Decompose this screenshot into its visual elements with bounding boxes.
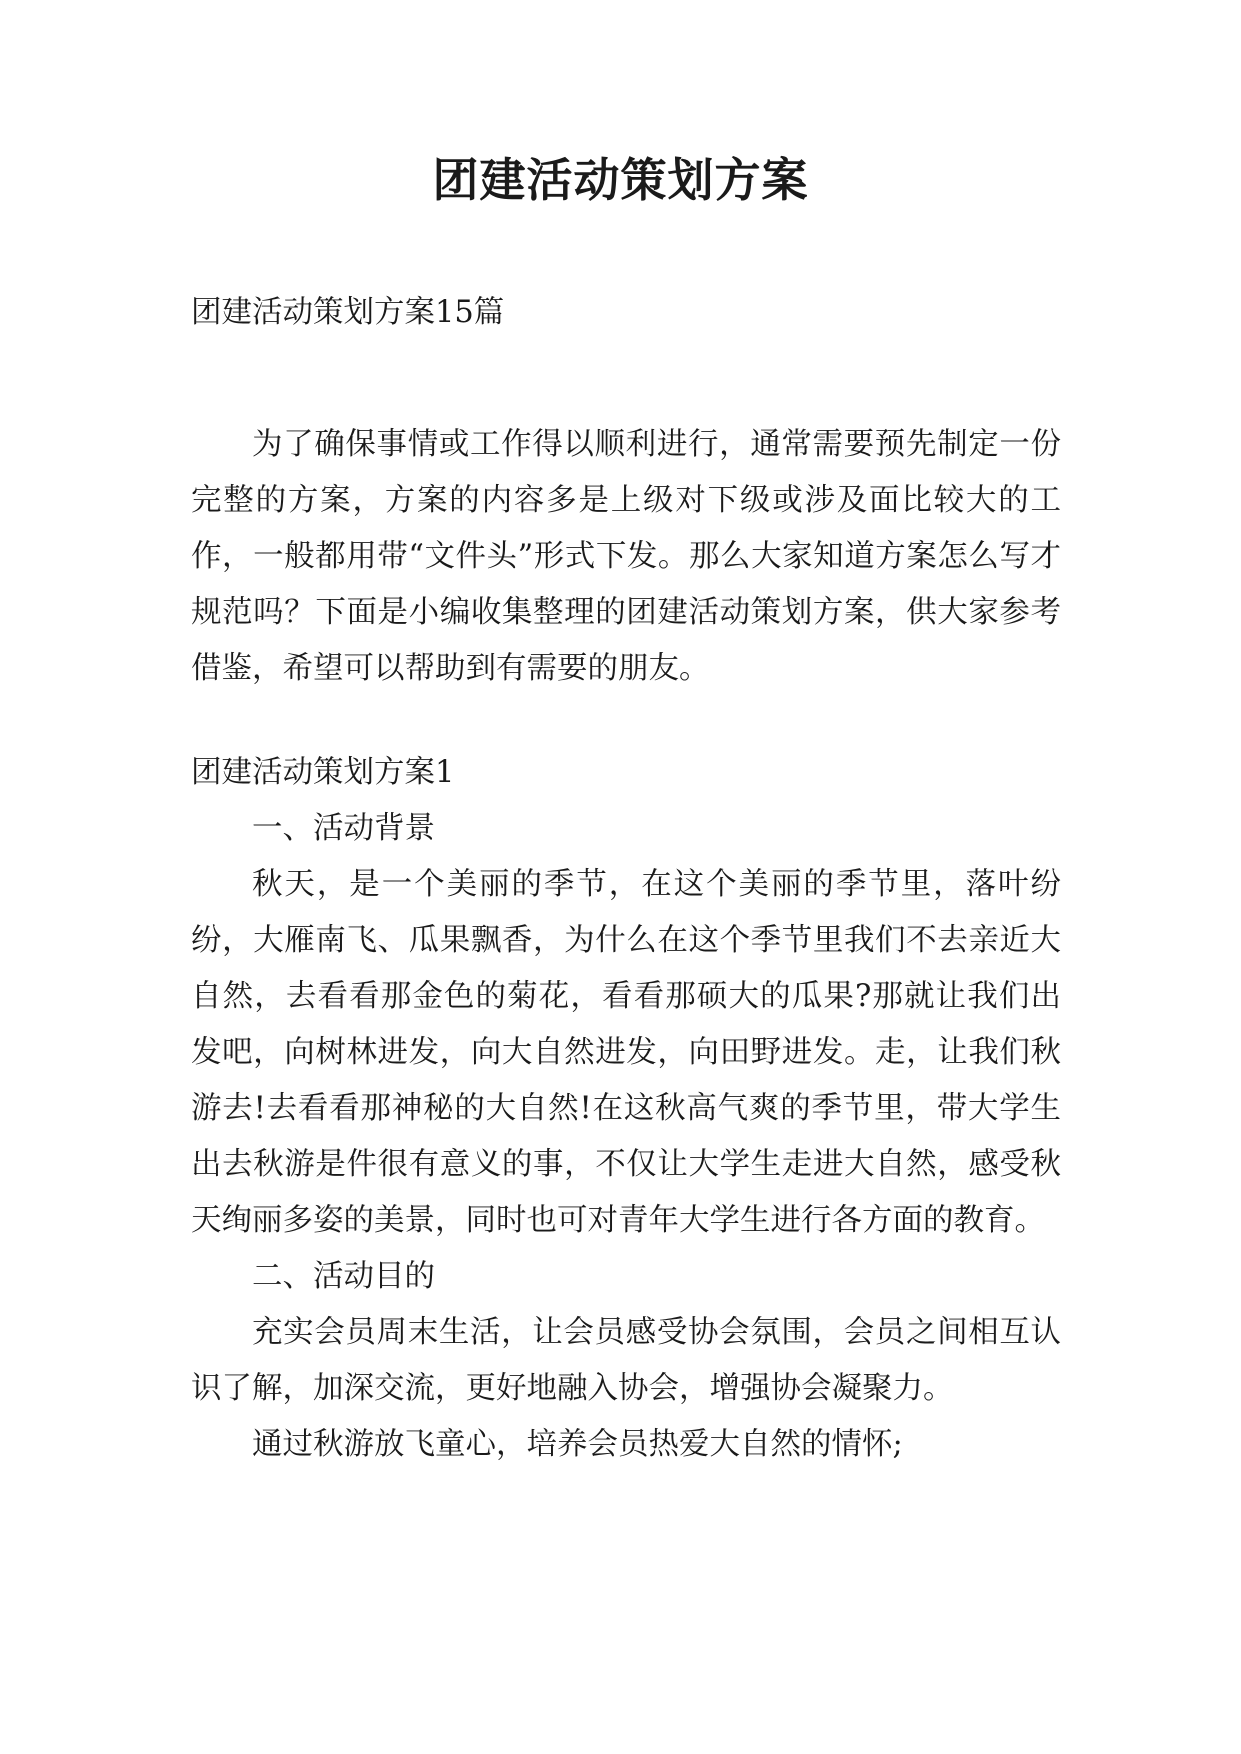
background-heading: 一、活动背景 [252, 811, 435, 846]
purpose-heading: 二、活动目的 [252, 1259, 435, 1294]
document-title: 团建活动策划方案 [432, 153, 809, 207]
purpose-paragraph-2: 通过秋游放飞童心，培养会员热爱大自然的情怀; [252, 1427, 903, 1462]
document-body [191, 285, 1061, 1473]
section-title: 团建活动策划方案1 [191, 755, 455, 790]
document-subtitle: 团建活动策划方案15篇 [191, 295, 505, 330]
background-paragraph: 秋天，是一个美丽的季节，在这个美丽的季节里，落叶纷纷，大雁南飞、瓜果飘香，为什么在这个季节里我们不去亲近大自然，去看看那金色的菊花，看看那硕大的瓜果?那就让我们出发吧，向树林进发，向大自然进发，向田野进发。走，让我们秋游去!去看看那神秘的大自然!在这秋高气爽的季节里，带大学生出去秋游是件很有意义的事，不仅让大学生走进大自然，感受秋天绚丽多姿的美景，同时也可对青年大学生进行各方面的教育。 [191, 867, 1061, 1238]
purpose-paragraph-1: 充实会员周末生活，让会员感受协会氛围，会员之间相互认识了解，加深交流，更好地融入协会，增强协会凝聚力。 [191, 1315, 1061, 1406]
intro-paragraph: 为了确保事情或工作得以顺利进行，通常需要预先制定一份完整的方案，方案的内容多是上级对下级或涉及面比较大的工作，一般都用带“文件头”形式下发。那么大家知道方案怎么写才规范吗？下面是小编收集整理的团建活动策划方案，供大家参考借鉴，希望可以帮助到有需要的朋友。 [191, 427, 1061, 686]
